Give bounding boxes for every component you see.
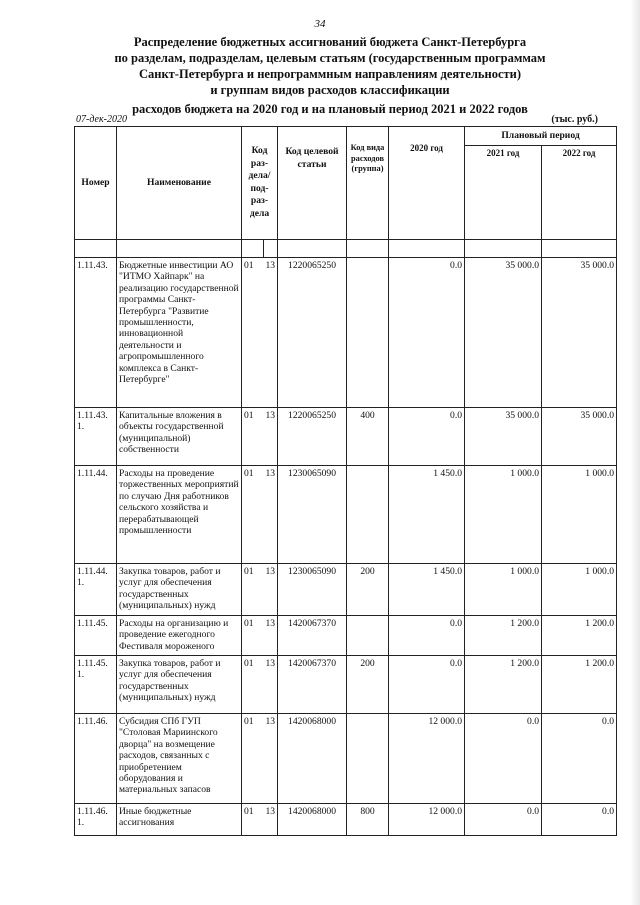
header-number: Номер (75, 127, 117, 240)
header-section: Код раз-дела/ под-раз-дела (242, 127, 278, 240)
row-amount-2021: 1 000.0 (465, 466, 542, 564)
row-section-code: 01 (242, 408, 264, 466)
row-amount-2020: 1 450.0 (389, 466, 465, 564)
row-expense-type (347, 258, 389, 408)
header-expense-type: Код вида расходов (группа) (347, 127, 389, 240)
header-2022: 2022 год (542, 145, 617, 239)
document-title (60, 34, 600, 117)
row-amount-2020: 12 000.0 (389, 804, 465, 836)
row-section-code: 01 (242, 466, 264, 564)
row-target-code: 1230065090 (278, 564, 347, 616)
row-amount-2020: 0.0 (389, 258, 465, 408)
row-amount-2020: 1 450.0 (389, 564, 465, 616)
scan-shadow (630, 0, 640, 905)
row-name: Закупка товаров, работ и услуг для обеспечения государственных (муниципальных) нужд (117, 564, 242, 616)
row-target-code: 1220065250 (278, 258, 347, 408)
table-row (75, 564, 617, 616)
row-subsection-code: 13 (264, 714, 278, 804)
row-amount-2022: 35 000.0 (542, 408, 617, 466)
row-target-code: 1420068000 (278, 714, 347, 804)
row-section-code: 01 (242, 656, 264, 714)
row-amount-2020: 0.0 (389, 408, 465, 466)
table-row (75, 408, 617, 466)
row-expense-type (347, 616, 389, 656)
row-amount-2021: 0.0 (465, 804, 542, 836)
row-number: 1.11.45. 1. (75, 656, 117, 714)
row-subsection-code: 13 (264, 656, 278, 714)
row-name: Закупка товаров, работ и услуг для обеспечения государственных (муниципальных) нужд (117, 656, 242, 714)
row-section-code: 01 (242, 564, 264, 616)
row-amount-2022: 0.0 (542, 804, 617, 836)
row-name: Капитальные вложения в объекты государственной (муниципальной) собственности (117, 408, 242, 466)
table-row (75, 258, 617, 408)
row-amount-2022: 0.0 (542, 714, 617, 804)
table-row (75, 714, 617, 804)
units-label: (тыс. руб.) (551, 114, 598, 125)
row-number: 1.11.44. (75, 466, 117, 564)
header-2020: 2020 год (389, 127, 465, 240)
row-name: Расходы на организацию и проведение ежегодного Фестиваля мороженого (117, 616, 242, 656)
row-amount-2020: 0.0 (389, 616, 465, 656)
row-subsection-code: 13 (264, 258, 278, 408)
row-amount-2021: 1 200.0 (465, 616, 542, 656)
row-target-code: 1220065250 (278, 408, 347, 466)
row-amount-2022: 1 200.0 (542, 616, 617, 656)
row-amount-2021: 1 200.0 (465, 656, 542, 714)
title-line: Распределение бюджетных ассигнований бюджета Санкт-Петербурга (133, 35, 527, 49)
row-expense-type (347, 466, 389, 564)
row-section-code: 01 (242, 714, 264, 804)
title-line: Санкт-Петербурга и непрограммным направлениям деятельности) (138, 67, 521, 81)
row-number: 1.11.44. 1. (75, 564, 117, 616)
row-expense-type: 200 (347, 656, 389, 714)
row-amount-2022: 1 000.0 (542, 466, 617, 564)
row-name: Бюджетные инвестиции АО "ИТМО Хайпарк" на реализацию государственной программы Санкт-Петербурга "Развитие промышленности, инновационной деятельности и агропромышленного комплекса в Санкт-Петербурге" (117, 258, 242, 408)
row-amount-2021: 35 000.0 (465, 408, 542, 466)
header-target: Код целевой статьи (278, 127, 347, 240)
row-section-code: 01 (242, 258, 264, 408)
row-number: 1.11.43. (75, 258, 117, 408)
row-target-code: 1420067370 (278, 656, 347, 714)
row-name: Расходы на проведение торжественных мероприятий по случаю Дня работников сельского хозяйства и перерабатывающей промышленности (117, 466, 242, 564)
table-row (75, 616, 617, 656)
title-line: расходов бюджета на 2020 год и на плановый период 2021 и 2022 годов (132, 102, 528, 116)
row-expense-type: 200 (347, 564, 389, 616)
header-planned-period: Плановый период (465, 127, 617, 146)
row-amount-2021: 0.0 (465, 714, 542, 804)
title-line: по разделам, подразделам, целевым статьям (государственным программам (114, 51, 546, 65)
row-subsection-code: 13 (264, 466, 278, 564)
row-number: 1.11.43. 1. (75, 408, 117, 466)
row-subsection-code: 13 (264, 564, 278, 616)
budget-table (74, 126, 617, 836)
row-amount-2021: 1 000.0 (465, 564, 542, 616)
row-expense-type (347, 714, 389, 804)
row-subsection-code: 13 (264, 804, 278, 836)
row-number: 1.11.46. (75, 714, 117, 804)
table-row (75, 656, 617, 714)
table-row (75, 466, 617, 564)
table-row (75, 804, 617, 836)
row-section-code: 01 (242, 616, 264, 656)
row-name: Субсидия СПб ГУП "Столовая Мариинского дворца" на возмещение расходов, связанных с приобретением оборудования и материальных запасов (117, 714, 242, 804)
row-subsection-code: 13 (264, 616, 278, 656)
row-target-code: 1420067370 (278, 616, 347, 656)
row-target-code: 1420068000 (278, 804, 347, 836)
row-amount-2020: 0.0 (389, 656, 465, 714)
row-number: 1.11.45. (75, 616, 117, 656)
row-amount-2022: 1 000.0 (542, 564, 617, 616)
row-amount-2020: 12 000.0 (389, 714, 465, 804)
title-line: и группам видов расходов классификации (210, 83, 450, 97)
page-number: 34 (314, 18, 326, 30)
header-2021: 2021 год (465, 145, 542, 239)
row-section-code: 01 (242, 804, 264, 836)
row-subsection-code: 13 (264, 408, 278, 466)
row-amount-2021: 35 000.0 (465, 258, 542, 408)
row-number: 1.11.46. 1. (75, 804, 117, 836)
header-name: Наименование (117, 127, 242, 240)
row-name: Иные бюджетные ассигнования (117, 804, 242, 836)
row-target-code: 1230065090 (278, 466, 347, 564)
row-amount-2022: 35 000.0 (542, 258, 617, 408)
row-expense-type: 400 (347, 408, 389, 466)
row-expense-type: 800 (347, 804, 389, 836)
row-amount-2022: 1 200.0 (542, 656, 617, 714)
report-date: 07-дек-2020 (76, 114, 127, 125)
